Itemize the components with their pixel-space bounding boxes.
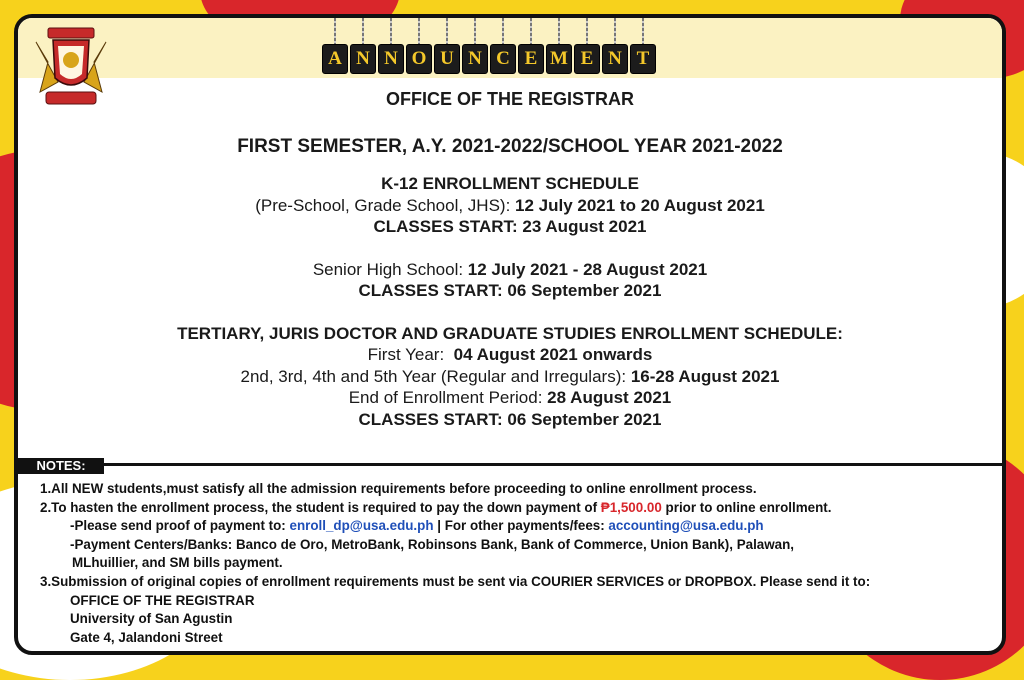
- notes-tab: NOTES:: [18, 458, 104, 474]
- address-line: Gate 4, Jalandoni Street: [70, 629, 223, 645]
- notes-list: [40, 480, 990, 647]
- banner-letter: N: [602, 44, 628, 74]
- announcement-banner: [322, 18, 656, 78]
- tertiary-classes-start: CLASSES START: 06 September 2021: [358, 409, 662, 429]
- address-line: University of San Agustin: [70, 611, 233, 627]
- banner-letter: C: [490, 44, 516, 74]
- upper-years-dates: 16-28 August 2021: [630, 366, 780, 386]
- shs-line: [18, 259, 1002, 281]
- note-2-text: 2.To hasten the enrollment process, the student is required to pay the down payment of: [40, 499, 601, 515]
- proof-label: -Please send proof of payment to:: [70, 518, 290, 534]
- accounting-email-link[interactable]: accounting@usa.edu.ph: [608, 518, 764, 534]
- k12-heading: K-12 ENROLLMENT SCHEDULE: [381, 174, 639, 193]
- note-2: [40, 499, 990, 518]
- notes-divider: [18, 463, 1002, 466]
- first-year-line: [18, 344, 1002, 366]
- first-year-dates: 04 August 2021 onwards: [453, 345, 653, 364]
- note-1: 1.All NEW students,must satisfy all the admission requirements before proceeding to online enrollment process.: [40, 481, 757, 496]
- end-enrollment-line: [18, 387, 1002, 409]
- schedule-content: [18, 88, 1002, 430]
- shs-label: Senior High School:: [312, 259, 468, 279]
- k12-levels-line: [18, 195, 1002, 217]
- k12-levels-label: (Pre-School, Grade School, JHS):: [255, 195, 516, 215]
- semester-title: FIRST SEMESTER, A.Y. 2021-2022/SCHOOL YEAR 2021-2022: [237, 136, 783, 157]
- shs-dates: 12 July 2021 - 28 August 2021: [467, 259, 708, 279]
- office-title: OFFICE OF THE REGISTRAR: [385, 89, 634, 109]
- upper-years-label: 2nd, 3rd, 4th and 5th Year (Regular and Irregulars):: [240, 366, 631, 386]
- end-enrollment-label: End of Enrollment Period:: [348, 388, 548, 407]
- address-line: OFFICE OF THE REGISTRAR: [70, 592, 255, 608]
- upper-years-line: [18, 366, 1002, 388]
- tertiary-heading: TERTIARY, JURIS DOCTOR AND GRADUATE STUDIES ENROLLMENT SCHEDULE:: [177, 323, 843, 343]
- k12-levels-dates: 12 July 2021 to 20 August 2021: [515, 195, 765, 215]
- banner-letter: T: [630, 44, 656, 74]
- banner-letter: E: [574, 44, 600, 74]
- note-2-suffix: prior to online enrollment.: [661, 499, 832, 515]
- banner-letter: O: [406, 44, 432, 74]
- banner-letter: E: [518, 44, 544, 74]
- banner-letter: N: [378, 44, 404, 74]
- payment-centers-line: -Payment Centers/Banks: Banco de Oro, MetroBank, Robinsons Bank, Bank of Commerce, Union Bank), Palawan,: [70, 536, 794, 552]
- banner-letter: N: [462, 44, 488, 74]
- first-year-label: First Year:: [367, 345, 454, 364]
- enroll-email-link[interactable]: enroll_dp@usa.edu.ph: [289, 518, 434, 534]
- banner-letter: U: [434, 44, 460, 74]
- k12-classes-start: CLASSES START: 23 August 2021: [373, 217, 647, 236]
- shs-classes-start: CLASSES START: 06 September 2021: [358, 281, 662, 300]
- banner-letter: A: [322, 44, 348, 74]
- announcement-card: [14, 14, 1006, 655]
- down-payment-amount: ₱1,500.00: [600, 499, 662, 515]
- proof-of-payment-line: [40, 517, 990, 536]
- other-payments-label: | For other payments/fees:: [433, 518, 609, 534]
- banner-letter: N: [350, 44, 376, 74]
- banner-letter: M: [546, 44, 572, 74]
- note-3: 3.Submission of original copies of enrollment requirements must be sent via COURIER SERVICES or DROPBOX. Please send it to:: [40, 573, 871, 589]
- payment-centers-line-2: MLhuillier, and SM bills payment.: [72, 555, 283, 571]
- end-enrollment-date: 28 August 2021: [547, 388, 672, 407]
